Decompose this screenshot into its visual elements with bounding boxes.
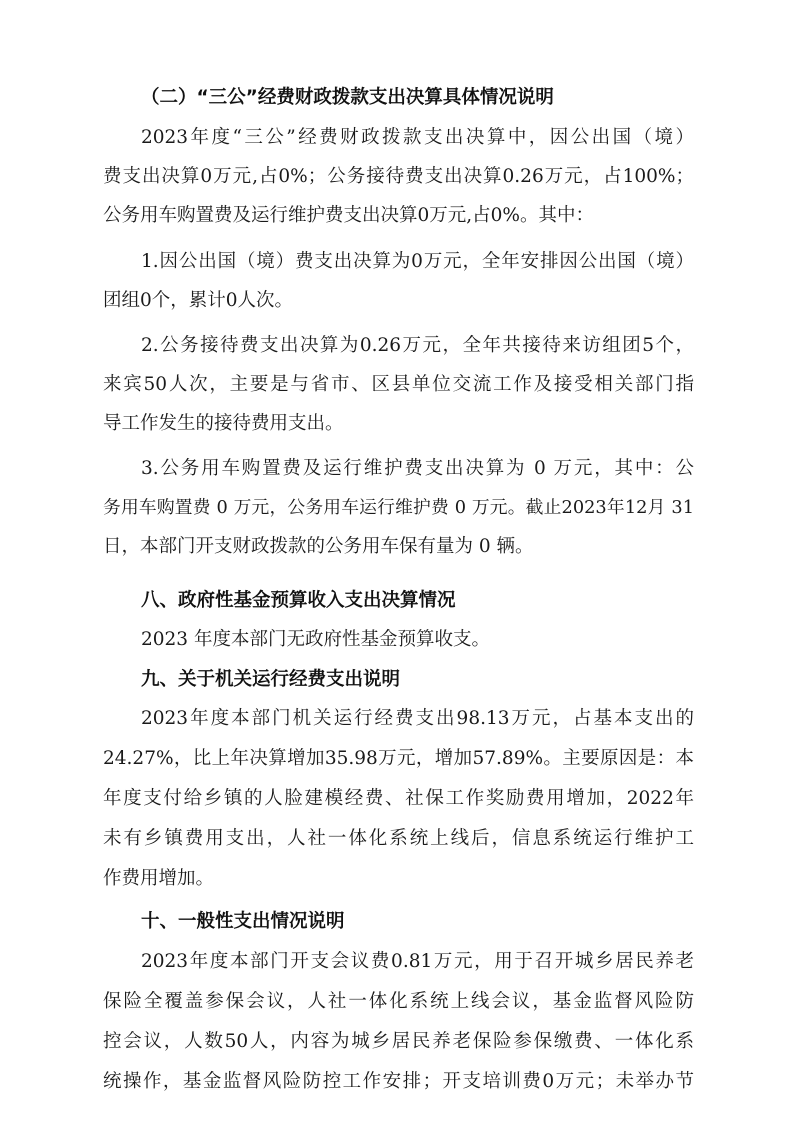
section-heading-three-public-expenses: （二）“三公”经费财政拨款支出决算具体情况说明 xyxy=(141,87,554,108)
paragraph-line: 作费用增加。 xyxy=(103,868,215,889)
paragraph-line: 2023年度“三公”经费财政拨款支出决算中，因公出国（境） xyxy=(141,127,694,148)
paragraph-line: 2023 年度本部门无政府性基金预算收支。 xyxy=(141,629,490,650)
paragraph-line: 未有乡镇费用支出，人社一体化系统上线后，信息系统运行维护工 xyxy=(103,828,694,849)
paragraph-line: 公务用车购置费及运行维护费支出决算0万元,占0%。其中： xyxy=(103,205,595,226)
paragraph-line: 2023年度本部门开支会议费0.81万元，用于召开城乡居民养老 xyxy=(141,951,694,972)
list-item-line: 来宾50人次，主要是与省市、区县单位交流工作及接受相关部门指 xyxy=(103,374,694,395)
list-item-line: 3.公务用车购置费及运行维护费支出决算为 0 万元，其中：公 xyxy=(141,458,694,479)
list-item-line: 1.因公出国（境）费支出决算为0万元，全年安排因公出国（境） xyxy=(141,251,694,272)
list-item-line: 团组0个，累计0人次。 xyxy=(103,290,294,311)
section-heading-10: 十、一般性支出情况说明 xyxy=(141,911,345,932)
section-heading-9: 九、关于机关运行经费支出说明 xyxy=(141,669,401,690)
list-item-line: 日，本部门开支财政拨款的公务用车保有量为 0 辆。 xyxy=(103,536,534,557)
list-item-line: 导工作发生的接待费用支出。 xyxy=(103,413,344,434)
paragraph-line: 年度支付给乡镇的人脸建模经费、社保工作奖励费用增加，2022年 xyxy=(103,788,694,809)
paragraph-line: 费支出决算0万元,占0%；公务接待费支出决算0.26万元，占100%； xyxy=(103,166,694,187)
paragraph-line: 2023年度本部门机关运行经费支出98.13万元，占基本支出的 xyxy=(141,708,694,729)
section-heading-8: 八、政府性基金预算收入支出决算情况 xyxy=(141,590,456,611)
paragraph-line: 控会议，人数50人，内容为城乡居民养老保险参保缴费、一体化系 xyxy=(103,1031,694,1052)
list-item-line: 2.公务接待费支出决算为0.26万元，全年共接待来访组团5个， xyxy=(141,335,694,356)
paragraph-line: 统操作，基金监督风险防控工作安排；开支培训费0万元；未举办节 xyxy=(103,1071,694,1092)
list-item-line: 务用车购置费 0 万元，公务用车运行维护费 0 万元。截止2023年12月 31 xyxy=(103,498,694,518)
paragraph-line: 保险全覆盖参保会议，人社一体化系统上线会议，基金监督风险防 xyxy=(103,991,694,1012)
paragraph-line: 24.27%，比上年决算增加35.98万元，增加57.89%。主要原因是：本 xyxy=(103,748,694,769)
